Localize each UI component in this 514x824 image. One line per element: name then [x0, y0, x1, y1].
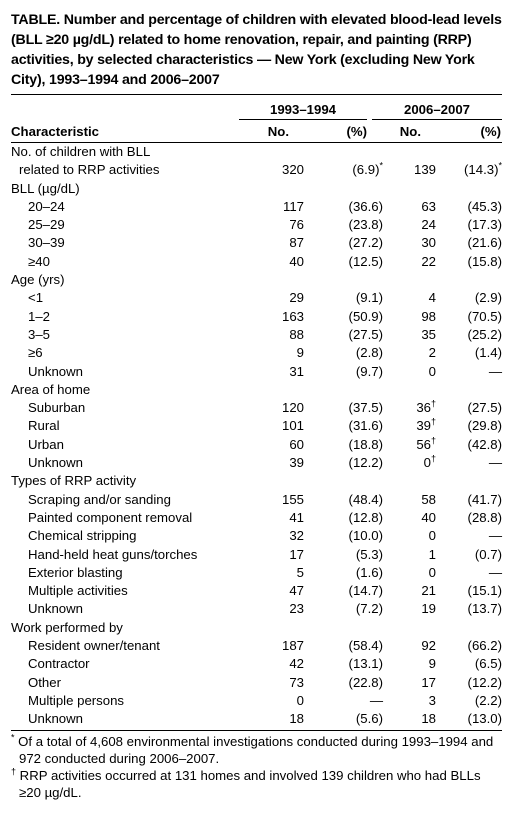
table-row: [11, 710, 502, 728]
cell-no-1: 73: [289, 674, 304, 690]
cell-no-2: [383, 143, 436, 161]
header-pct-1: (%): [346, 124, 367, 139]
cell-pct-1: (10.0): [348, 528, 383, 544]
table-row: [11, 509, 502, 527]
cell-no-1: [258, 271, 304, 289]
cell-no-1: 0: [296, 692, 304, 708]
cell-no-1: 320: [281, 162, 304, 178]
cell-no-2: 1: [428, 546, 436, 562]
footnote-asterisk: * Of a total of 4,608 environmental investigations conducted during 1993–1994 and 972 conducted during 2006–2007.: [11, 732, 494, 766]
cell-pct-1: (5.3): [355, 546, 383, 562]
cell-pct-1: (27.5): [348, 326, 383, 342]
cell-pct-2: [436, 271, 502, 289]
cell-no-1: 117: [282, 198, 304, 214]
row-label: Age (yrs): [11, 272, 65, 288]
cell-no-1: [258, 143, 304, 161]
cell-no-1: 155: [281, 491, 304, 507]
table-row: [11, 289, 502, 307]
cell-pct-2: (15.1): [467, 583, 502, 599]
cell-pct-1: (13.1): [348, 656, 383, 672]
cell-pct-2: [436, 472, 502, 490]
cell-pct-2: [436, 619, 502, 637]
table-row: [11, 308, 502, 326]
cell-no-2: 21: [421, 583, 436, 599]
footnotes: [11, 733, 502, 801]
cell-pct-2: (28.8): [467, 509, 502, 525]
cell-pct-1: (23.8): [348, 217, 383, 233]
row-label: 3–5: [28, 326, 51, 342]
cell-no-2: 4: [428, 290, 436, 306]
row-label: Multiple activities: [28, 583, 128, 599]
cell-no-1: 120: [281, 400, 304, 416]
table-row: [11, 399, 502, 417]
cell-no-1: 9: [296, 345, 304, 361]
cell-pct-2: (1.4): [474, 345, 502, 361]
group-header-row: [11, 143, 502, 161]
cell-no-2: 36†: [416, 398, 436, 416]
cell-pct-2: (2.9): [474, 290, 502, 306]
cell-pct-2: (42.8): [467, 436, 502, 452]
cell-pct-2: (66.2): [467, 638, 502, 654]
row-label: ≥6: [28, 345, 43, 361]
footnote-dagger: † RRP activities occurred at 131 homes and involved 139 children who had BLLs ≥20 µg/dL.: [11, 766, 481, 800]
row-label: Hand-held heat guns/torches: [28, 546, 198, 562]
cell-pct-1: [304, 271, 383, 289]
cell-pct-1: (12.2): [348, 455, 383, 471]
cell-no-1: 60: [289, 436, 304, 452]
cell-no-2: 19: [421, 601, 436, 617]
cell-no-2: 0: [428, 528, 436, 544]
cell-pct-1: [304, 472, 383, 490]
cell-pct-1: (50.9): [348, 308, 383, 324]
cell-pct-1: (14.7): [348, 583, 383, 599]
cell-no-2: 0: [428, 363, 436, 379]
period-label: 2006–2007: [403, 102, 470, 117]
cell-pct-2: (25.2): [467, 326, 502, 342]
row-label: <1: [28, 290, 44, 306]
cell-no-1: 163: [281, 308, 304, 324]
group-header-row: [11, 271, 502, 289]
cell-no-1: 29: [289, 290, 304, 306]
cell-pct-2: [436, 180, 502, 198]
cell-no-1: 23: [289, 601, 304, 617]
cell-no-2: 92: [421, 638, 436, 654]
cell-no-1: 87: [289, 235, 304, 251]
cell-no-1: 32: [289, 528, 304, 544]
table-row: [11, 454, 502, 472]
row-label: Painted component removal: [28, 509, 193, 525]
group-header-row: [11, 180, 502, 198]
cell-pct-1: (22.8): [348, 674, 383, 690]
cell-no-2: [383, 381, 436, 399]
table-row: [11, 253, 502, 271]
row-label: Unknown: [28, 601, 83, 617]
table-row: [11, 655, 502, 673]
cell-pct-1: (7.2): [355, 601, 383, 617]
cell-pct-2: (12.2): [467, 674, 502, 690]
cell-no-2: 0: [428, 564, 436, 580]
table-row: [11, 234, 502, 252]
row-label: Unknown: [28, 711, 83, 727]
table-row: [11, 491, 502, 509]
cell-no-1: 18: [289, 711, 304, 727]
cell-pct-2: (6.5): [474, 656, 502, 672]
cell-no-1: 31: [289, 363, 304, 379]
row-label: Urban: [28, 436, 64, 452]
cell-no-2: 30: [421, 235, 436, 251]
cell-no-2: 56†: [416, 435, 436, 452]
cell-no-1: 17: [289, 546, 304, 562]
cell-no-1: [258, 381, 304, 399]
row-label: 1–2: [28, 308, 51, 324]
cell-pct-2: (15.8): [467, 253, 502, 269]
cell-pct-2: (2.2): [474, 692, 502, 708]
cell-pct-2: (13.0): [467, 711, 502, 727]
table-row: [11, 674, 502, 692]
cell-no-1: 76: [289, 217, 304, 233]
cell-pct-1: (9.1): [355, 290, 383, 306]
cell-no-2: [383, 619, 436, 637]
data-table: [11, 143, 502, 729]
table-row: [11, 216, 502, 234]
cell-no-1: 41: [289, 509, 304, 525]
column-headers: [11, 120, 502, 142]
cell-no-2: 40: [421, 509, 436, 525]
cell-pct-2: —: [488, 363, 502, 379]
cell-no-1: 47: [289, 583, 304, 599]
cell-pct-2: —: [488, 528, 502, 544]
row-label: Other: [28, 674, 61, 690]
cell-no-2: 98: [421, 308, 436, 324]
row-label: No. of children with BLL: [11, 144, 151, 159]
cell-no-2: [383, 271, 436, 289]
table-row: [11, 582, 502, 600]
row-label: Exterior blasting: [28, 564, 123, 580]
top-rule: [11, 94, 502, 95]
cell-no-2: 18: [421, 711, 436, 727]
cell-pct-2: —: [488, 455, 502, 471]
table-row: [11, 417, 502, 435]
cell-no-1: [258, 180, 304, 198]
row-label: ≥40: [28, 253, 50, 269]
cell-pct-1: (37.5): [348, 400, 383, 416]
period-1993-1994: [239, 102, 367, 117]
cell-no-1: 39: [289, 455, 304, 471]
row-label: 25–29: [28, 217, 65, 233]
cell-pct-1: (6.9)*: [352, 160, 383, 178]
cell-no-1: [258, 472, 304, 490]
cell-pct-1: (1.6): [355, 564, 383, 580]
cell-pct-2: (17.3): [467, 217, 502, 233]
cell-pct-2: [436, 381, 502, 399]
cell-pct-1: (18.8): [348, 436, 383, 452]
table-row: [11, 527, 502, 545]
table-row: [11, 637, 502, 655]
cell-pct-1: (12.5): [348, 253, 383, 269]
cell-pct-1: [304, 143, 383, 161]
header-no-1: No.: [267, 124, 289, 139]
row-label: Unknown: [28, 455, 83, 471]
cell-pct-1: (36.6): [348, 198, 383, 214]
cell-pct-2: (45.3): [467, 198, 502, 214]
row-label: Types of RRP activity: [11, 473, 137, 489]
cell-pct-2: [436, 143, 502, 161]
document-page: [0, 10, 514, 824]
table-row: [11, 198, 502, 216]
cell-pct-1: [304, 381, 383, 399]
cell-no-1: 40: [289, 253, 304, 269]
cell-pct-2: (14.3)*: [464, 160, 502, 178]
cell-no-2: 2: [428, 345, 436, 361]
cell-no-2: [383, 472, 436, 490]
period-label: 1993–1994: [269, 102, 336, 117]
period-2006-2007: [372, 102, 502, 117]
cell-no-2: 63: [421, 198, 436, 214]
cell-no-1: 42: [289, 656, 304, 672]
cell-pct-1: [304, 180, 383, 198]
cell-no-2: 17: [421, 674, 436, 690]
table-row: [11, 546, 502, 564]
cell-no-1: 187: [281, 638, 304, 654]
cell-no-2: 39†: [416, 417, 436, 434]
cell-pct-1: —: [369, 692, 383, 708]
cell-no-2: 24: [421, 217, 436, 233]
row-label: Scraping and/or sanding: [28, 491, 171, 507]
cell-no-1: 5: [296, 564, 304, 580]
cell-pct-2: (21.6): [467, 235, 502, 251]
row-label: Area of home: [11, 381, 91, 397]
cell-no-2: 139: [413, 162, 436, 178]
row-label: Contractor: [28, 656, 90, 672]
row-label: BLL (µg/dL): [11, 180, 80, 196]
row-label: Rural: [28, 418, 60, 434]
cell-pct-1: (58.4): [348, 638, 383, 654]
cell-pct-2: (13.7): [467, 601, 502, 617]
row-label: Unknown: [28, 363, 83, 379]
row-label: 20–24: [28, 198, 65, 214]
group-header-row: [11, 381, 502, 399]
table-row: [11, 692, 502, 710]
header-characteristic: Characteristic: [11, 124, 99, 139]
cell-no-1: 88: [289, 326, 304, 342]
cell-pct-2: (27.5): [467, 400, 502, 416]
cell-pct-1: [304, 619, 383, 637]
cell-pct-2: (0.7): [474, 546, 502, 562]
cell-pct-1: (12.8): [348, 509, 383, 525]
cell-pct-1: (48.4): [348, 491, 383, 507]
row-label: Multiple persons: [28, 692, 125, 708]
cell-pct-2: (29.8): [467, 418, 502, 434]
table-row: [11, 363, 502, 381]
cell-pct-1: (5.6): [355, 711, 383, 727]
cell-pct-2: —: [488, 564, 502, 580]
cell-pct-1: (27.2): [348, 235, 383, 251]
table-row: [11, 564, 502, 582]
table-title: TABLE. Number and percentage of children with elevated blood-lead levels (BLL ≥20 µg/dL) related to home renovation, repair, and painting (RRP) activities, by selected characteristics — New York (excluding New York City), 1993–1994 and 2006–2007: [11, 12, 502, 88]
header-pct-2: (%): [480, 124, 501, 139]
row-label: Suburban: [28, 400, 86, 416]
cell-no-2: 58: [421, 491, 436, 507]
row-label: Chemical stripping: [28, 528, 137, 544]
bottom-rule: [11, 730, 502, 731]
cell-no-2: 22: [421, 253, 436, 269]
table-row: [11, 161, 502, 179]
table-row: [11, 326, 502, 344]
table-row: [11, 600, 502, 618]
cell-pct-2: (70.5): [467, 308, 502, 324]
cell-no-2: 9: [428, 656, 436, 672]
row-label: 30–39: [28, 235, 65, 251]
cell-no-2: [383, 180, 436, 198]
table-row: [11, 436, 502, 454]
cell-no-2: 35: [421, 326, 436, 342]
cell-pct-1: (2.8): [355, 345, 383, 361]
period-header: [11, 98, 502, 120]
header-no-2: No.: [399, 124, 421, 139]
row-label: Resident owner/tenant: [28, 638, 160, 654]
cell-pct-1: (31.6): [348, 418, 383, 434]
row-label: related to RRP activities: [19, 162, 160, 178]
group-header-row: [11, 619, 502, 637]
table-row: [11, 344, 502, 362]
cell-no-1: [258, 619, 304, 637]
row-label: Work performed by: [11, 619, 123, 635]
cell-no-2: 0†: [423, 453, 436, 471]
group-header-row: [11, 472, 502, 490]
cell-pct-1: (9.7): [355, 363, 383, 379]
cell-no-2: 3: [428, 692, 436, 708]
cell-no-1: 101: [281, 418, 304, 434]
cell-pct-2: (41.7): [467, 491, 502, 507]
